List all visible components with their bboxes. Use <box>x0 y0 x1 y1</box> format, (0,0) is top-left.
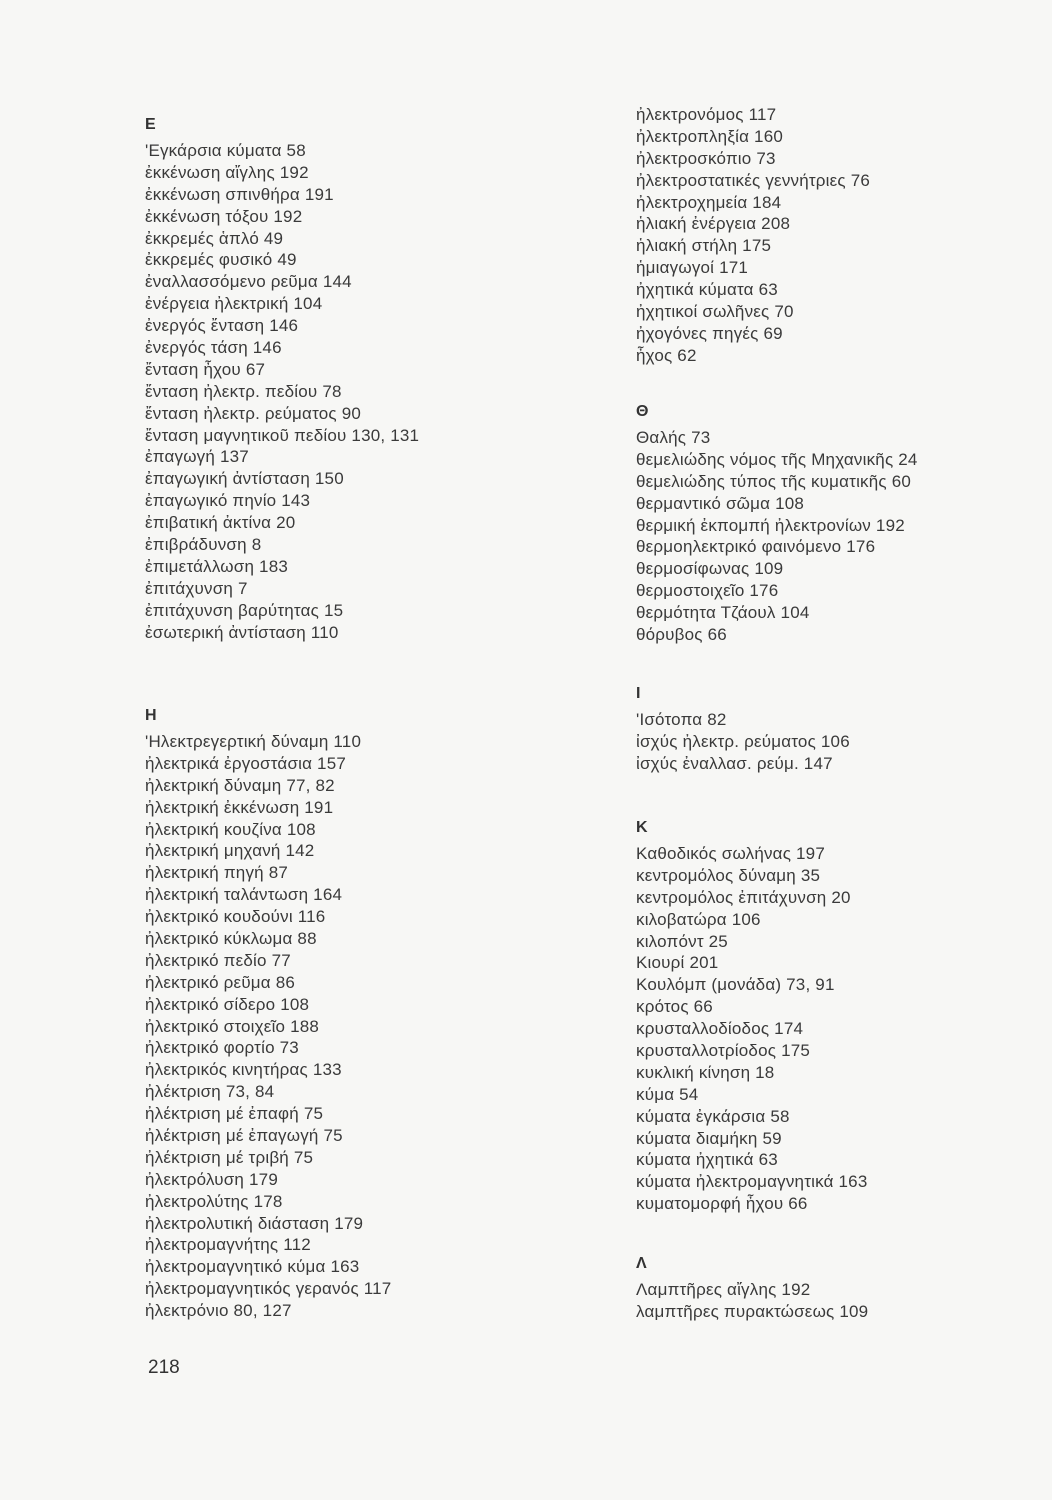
entry-list <box>636 427 918 646</box>
index-entry: ἐπαγωγική ἀντίσταση 150 <box>145 469 344 489</box>
index-entry: θερμοστοιχεῖο 176 <box>636 581 779 601</box>
index-entry: ἐκκένωση τόξου 192 <box>145 206 303 226</box>
index-entry: Λαμπτῆρες αἴγλης 192 <box>636 1280 811 1299</box>
index-entry: ἠλεκτροπληξία 160 <box>636 126 784 146</box>
index-entry: ἐπιβατική ἀκτίνα 20 <box>145 513 296 533</box>
section-heading: E <box>145 116 156 133</box>
index-entry: θερμοηλεκτρικό φαινόμενο 176 <box>636 537 876 557</box>
index-entry: ἠλέκτριση μέ τριβή 75 <box>145 1147 314 1167</box>
index-entry: κρυσταλλοτρίοδος 175 <box>636 1041 811 1061</box>
section-heading: K <box>636 819 648 836</box>
index-entry: ἠλεκτρική μηχανή 142 <box>145 841 315 861</box>
entry-list <box>145 731 391 1322</box>
index-entry: ἠλεκτροχημεία 184 <box>636 192 782 212</box>
section-heading: I <box>636 685 641 702</box>
index-entry: 'Ηλεκτρεγερτική δύναμη 110 <box>145 732 362 751</box>
entry-list <box>636 709 850 775</box>
section-theta <box>636 401 918 646</box>
index-entry: ἠχητικά κύματα 63 <box>636 280 778 300</box>
index-entry: ἡμιαγωγοί 171 <box>636 258 749 278</box>
index-entry: Κουλόμπ (μονάδα) 73, 91 <box>636 975 835 995</box>
index-entry: ἠλεκτρικό κουδούνι 116 <box>145 907 326 927</box>
index-entry: ἠχητικοί σωλῆνες 70 <box>636 302 794 322</box>
index-entry: ἠλεκτρικά ἐργοστάσια 157 <box>145 753 347 773</box>
index-entry: ἡλιακή ἐνέργεια 208 <box>636 214 791 234</box>
index-entry: 'Ισότοπα 82 <box>636 710 727 729</box>
index-entry: ἠλεκτρολυτική διάσταση 179 <box>145 1213 364 1233</box>
section-k <box>636 817 868 1215</box>
index-entry: ἐπιτάχυνση 7 <box>145 578 248 598</box>
index-entry: ἐνέργεια ἠλεκτρική 104 <box>145 294 323 314</box>
index-entry: ἠλεκτρικό κύκλωμα 88 <box>145 929 317 949</box>
index-entry: ἡλιακή στήλη 175 <box>636 236 772 256</box>
entry-list <box>636 104 870 367</box>
index-entry: ἠλεκτρική πηγή 87 <box>145 863 289 883</box>
index-entry: ἐπαγωγικό πηνίο 143 <box>145 491 311 511</box>
index-entry: κεντρομόλος δύναμη 35 <box>636 865 821 885</box>
index-entry: ἔνταση ἦχου 67 <box>145 359 266 379</box>
index-entry: ἠλέκτριση μέ ἐπαγωγή 75 <box>145 1126 343 1146</box>
index-entry: ἐπιμετάλλωση 183 <box>145 556 289 576</box>
index-entry: ἠλεκτρόνιο 80, 127 <box>145 1301 292 1321</box>
index-entry: κρότος 66 <box>636 997 713 1017</box>
index-entry: ἐκκρεμές φυσικό 49 <box>145 250 297 270</box>
index-entry: ἐπιβράδυνση 8 <box>145 535 262 555</box>
index-entry: ἠλεκτρικό φορτίο 73 <box>145 1038 299 1058</box>
index-entry: ἠλέκτριση μέ ἐπαφή 75 <box>145 1104 324 1124</box>
index-entry: ἠχογόνες πηγές 69 <box>636 323 783 343</box>
index-entry: Καθοδικός σωλήνας 197 <box>636 844 825 863</box>
index-entry: θερμική ἐκπομπή ἠλεκτρονίων 192 <box>636 515 905 535</box>
index-entry: ἠλεκτρική ἐκκένωση 191 <box>145 797 334 817</box>
index-entry: κύματα ἠχητικά 63 <box>636 1150 778 1170</box>
index-entry: ἐκκρεμές ἁπλό 49 <box>145 228 284 248</box>
index-entry: ἠλεκτρικό στοιχεῖο 188 <box>145 1016 320 1036</box>
index-entry: ἠλεκτρομαγνήτης 112 <box>145 1235 311 1255</box>
index-entry: ἠλεκτρική κουζίνα 108 <box>145 819 316 839</box>
index-entry: κύματα ἠλεκτρομαγνητικά 163 <box>636 1172 868 1192</box>
index-entry: ἐνεργός τάση 146 <box>145 338 282 358</box>
index-entry: ἠλεκτροσκόπιο 73 <box>636 148 776 168</box>
section-h-continued <box>636 104 870 367</box>
index-entry: ἔνταση ἠλεκτρ. ρεύματος 90 <box>145 403 362 423</box>
index-entry: ἠλεκτρικό σίδερο 108 <box>145 994 310 1014</box>
section-i <box>636 683 850 775</box>
index-entry: θερμαντικό σῶμα 108 <box>636 493 805 513</box>
index-entry: λαμπτῆρες πυρακτώσεως 109 <box>636 1301 869 1321</box>
index-entry: ἠλεκτρική δύναμη 77, 82 <box>145 775 335 795</box>
entry-list <box>636 1279 868 1323</box>
index-entry: θεμελιώδης νόμος τῆς Μηχανικῆς 24 <box>636 449 918 469</box>
index-entry: κύμα 54 <box>636 1084 699 1104</box>
index-entry: ἠλεκτρικό ρεῦμα 86 <box>145 972 296 992</box>
section-heading: Λ <box>636 1255 647 1272</box>
index-entry: ἠλεκτρόλυση 179 <box>145 1169 278 1189</box>
index-entry: ἠλεκτρικό πεδίο 77 <box>145 950 291 970</box>
section-lambda <box>636 1253 868 1323</box>
index-entry: ἠλεκτρονόμος 117 <box>636 105 777 124</box>
index-entry: κρυσταλλοδίοδος 174 <box>636 1019 804 1039</box>
index-entry: κεντρομόλος ἐπιτάχυνση 20 <box>636 887 851 907</box>
index-entry: ἐναλλασσόμενο ρεῦμα 144 <box>145 272 352 292</box>
entry-list <box>145 140 419 643</box>
index-entry: κυματομορφή ἦχου 66 <box>636 1194 808 1214</box>
section-e <box>145 114 419 643</box>
index-entry: κυκλική κίνηση 18 <box>636 1062 775 1082</box>
index-entry: κύματα διαμήκη 59 <box>636 1128 782 1148</box>
index-entry: ἠλεκτρομαγνητικό κύμα 163 <box>145 1257 360 1277</box>
index-entry: ἔνταση μαγνητικοῦ πεδίου 130, 131 <box>145 425 420 445</box>
index-entry: ἐκκένωση αἴγλης 192 <box>145 162 309 182</box>
index-entry: ἰσχύς ἠλεκτρ. ρεύματος 106 <box>636 731 850 751</box>
entry-list <box>636 843 868 1215</box>
index-entry: ἠλεκτρολύτης 178 <box>145 1191 283 1211</box>
index-entry: ἐπιτάχυνση βαρύτητας 15 <box>145 600 344 620</box>
index-entry: θόρυβος 66 <box>636 625 727 645</box>
index-entry: ἐπαγωγή 137 <box>145 447 249 467</box>
index-entry: κιλοβατώρα 106 <box>636 909 761 929</box>
index-entry: ἦχος 62 <box>636 345 697 365</box>
section-heading: Θ <box>636 403 649 420</box>
index-entry: ἰσχύς ἐναλλασ. ρεύμ. 147 <box>636 753 833 773</box>
index-entry: Κιουρί 201 <box>636 953 719 973</box>
index-entry: 'Εγκάρσια κύματα 58 <box>145 141 306 160</box>
index-entry: θερμοσίφωνας 109 <box>636 559 784 579</box>
section-heading: H <box>145 707 157 724</box>
index-entry: ἠλεκτροστατικές γεννήτριες 76 <box>636 170 871 190</box>
index-entry: ἐνεργός ἔνταση 146 <box>145 316 299 336</box>
section-h <box>145 705 391 1322</box>
index-entry: κύματα ἐγκάρσια 58 <box>636 1106 790 1126</box>
index-entry: θερμότητα Τζάουλ 104 <box>636 603 810 623</box>
page-number: 218 <box>148 1357 180 1378</box>
index-entry: ἐσωτερική ἀντίσταση 110 <box>145 622 339 642</box>
index-entry: ἔνταση ἠλεκτρ. πεδίου 78 <box>145 381 342 401</box>
index-entry: ἠλεκτρομαγνητικός γερανός 117 <box>145 1279 392 1299</box>
index-entry: ἠλεκτρική ταλάντωση 164 <box>145 885 343 905</box>
index-entry: κιλοπόντ 25 <box>636 931 728 951</box>
index-entry: Θαλής 73 <box>636 428 711 447</box>
index-entry: ἐκκένωση σπινθήρα 191 <box>145 184 334 204</box>
index-entry: θεμελιώδης τύπος τῆς κυματικῆς 60 <box>636 471 912 491</box>
index-entry: ἠλέκτριση 73, 84 <box>145 1082 275 1102</box>
index-entry: ἠλεκτρικός κινητήρας 133 <box>145 1060 342 1080</box>
